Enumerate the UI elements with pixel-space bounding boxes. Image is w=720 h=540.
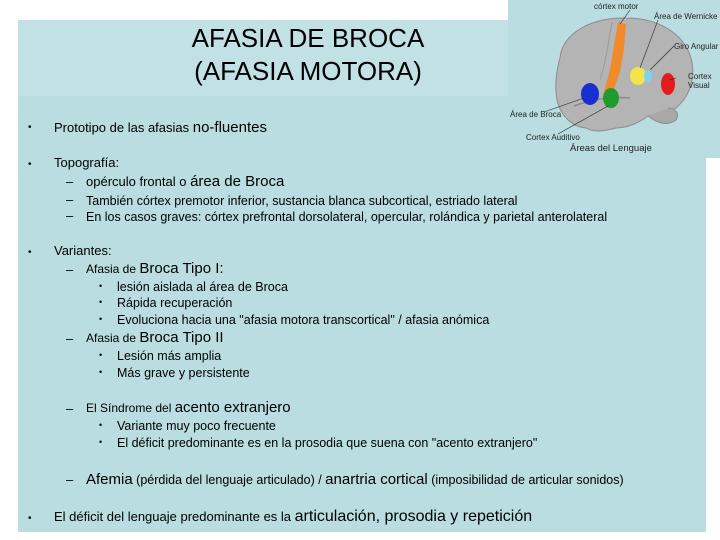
text-segment: Topografía bbox=[54, 155, 116, 170]
variant-heading bbox=[86, 471, 624, 489]
text-emphasis: área de Broca bbox=[190, 173, 285, 190]
text-segment: El déficit del lenguaje predominante es la bbox=[54, 509, 295, 524]
bullet-text bbox=[54, 508, 532, 526]
auditory-cortex-region bbox=[603, 88, 619, 108]
text-segment: Afasia de bbox=[86, 262, 140, 276]
text-emphasis: articulación, prosodia y repetición bbox=[294, 508, 533, 525]
dash-marker: – bbox=[66, 192, 74, 207]
bullet-marker: • bbox=[99, 297, 103, 307]
variant-item: Rápida recuperación bbox=[117, 296, 233, 310]
dash-marker: – bbox=[66, 331, 74, 346]
bullet-marker: • bbox=[99, 314, 103, 324]
text-segment: Prototipo de las afasias bbox=[54, 120, 193, 135]
bullet-marker: • bbox=[28, 122, 32, 133]
dash-marker: – bbox=[66, 262, 74, 277]
text-segment: : bbox=[115, 155, 120, 170]
wernicke-area-region bbox=[630, 67, 646, 85]
text-segment: : bbox=[219, 260, 224, 277]
visual-cortex-region bbox=[661, 73, 675, 95]
label-cortex-visual-1: Cortex bbox=[688, 72, 712, 81]
text-emphasis: Broca Tipo I bbox=[139, 260, 220, 277]
text-segment: : bbox=[107, 243, 112, 258]
bullet-marker: • bbox=[99, 350, 103, 360]
bullet-text bbox=[54, 119, 267, 137]
variant-item: Variante muy poco frecuente bbox=[117, 419, 276, 433]
dash-marker: – bbox=[66, 401, 74, 416]
sub-item-text: También córtex premotor inferior, sustancia blanca subcortical, estriado lateral bbox=[86, 194, 518, 208]
dash-marker: – bbox=[66, 208, 74, 223]
bullet-marker: • bbox=[99, 281, 103, 291]
text-segment: Afasia de bbox=[86, 331, 140, 345]
label-cortex-motor: córtex motor bbox=[594, 2, 639, 11]
bullet-marker: • bbox=[99, 437, 103, 447]
text-segment: opérculo frontal o bbox=[86, 174, 191, 189]
bullet-marker: • bbox=[28, 247, 32, 258]
sub-item-text bbox=[86, 173, 284, 191]
broca-area-region bbox=[581, 83, 599, 105]
dash-marker: – bbox=[66, 472, 74, 487]
bullet-marker: • bbox=[28, 159, 32, 170]
bullet-marker: • bbox=[99, 367, 103, 377]
dash-marker: – bbox=[66, 174, 74, 189]
text-segment: (pérdida del lenguaje articulado) / bbox=[132, 473, 326, 487]
label-area-wernicke: Área de Wernicke bbox=[654, 12, 718, 21]
bullet-marker: • bbox=[28, 513, 32, 524]
label-giro-angular: Giro Angular bbox=[674, 42, 719, 51]
variant-heading bbox=[86, 260, 224, 278]
label-cortex-auditivo: Cortex Auditivo bbox=[526, 133, 580, 142]
variant-heading bbox=[86, 399, 291, 417]
text-emphasis: Afemia bbox=[86, 471, 133, 488]
bullet-marker: • bbox=[99, 420, 103, 430]
title-line-1: AFASIA DE BROCA bbox=[191, 23, 425, 53]
label-areas-lenguaje: Áreas del Lenguaje bbox=[570, 143, 652, 154]
bullet-text bbox=[54, 154, 119, 172]
text-emphasis: no-fluentes bbox=[192, 119, 267, 136]
text-segment: (imposibilidad de articular sonidos) bbox=[427, 473, 624, 487]
variant-item: El déficit predominante es en la prosodia que suena con "acento extranjero" bbox=[117, 436, 538, 450]
text-emphasis: Broca Tipo II bbox=[139, 329, 224, 346]
label-area-broca: Área de Broca bbox=[510, 110, 562, 119]
text-segment: Variantes bbox=[54, 243, 108, 258]
text-emphasis: acento extranjero bbox=[174, 399, 291, 416]
brain-diagram bbox=[508, 0, 720, 158]
variant-heading bbox=[86, 329, 224, 347]
sub-item-text: En los casos graves: córtex prefrontal dorsolateral, opercular, rolándica y parietal anterolateral bbox=[86, 210, 608, 224]
text-emphasis: anartria cortical bbox=[325, 471, 428, 488]
variant-item: Lesión más amplia bbox=[117, 349, 222, 363]
variant-item: Evoluciona hacia una "afasia motora transcortical" / afasia anómica bbox=[117, 313, 490, 327]
angular-gyrus-region bbox=[644, 70, 652, 82]
text-segment: El Síndrome del bbox=[86, 401, 175, 415]
bullet-text bbox=[54, 242, 112, 260]
variant-item: Más grave y persistente bbox=[117, 366, 250, 380]
variant-item: lesión aislada al área de Broca bbox=[117, 280, 288, 294]
label-cortex-visual-2: Visual bbox=[688, 81, 710, 90]
title-line-2: (AFASIA MOTORA) bbox=[194, 56, 422, 86]
